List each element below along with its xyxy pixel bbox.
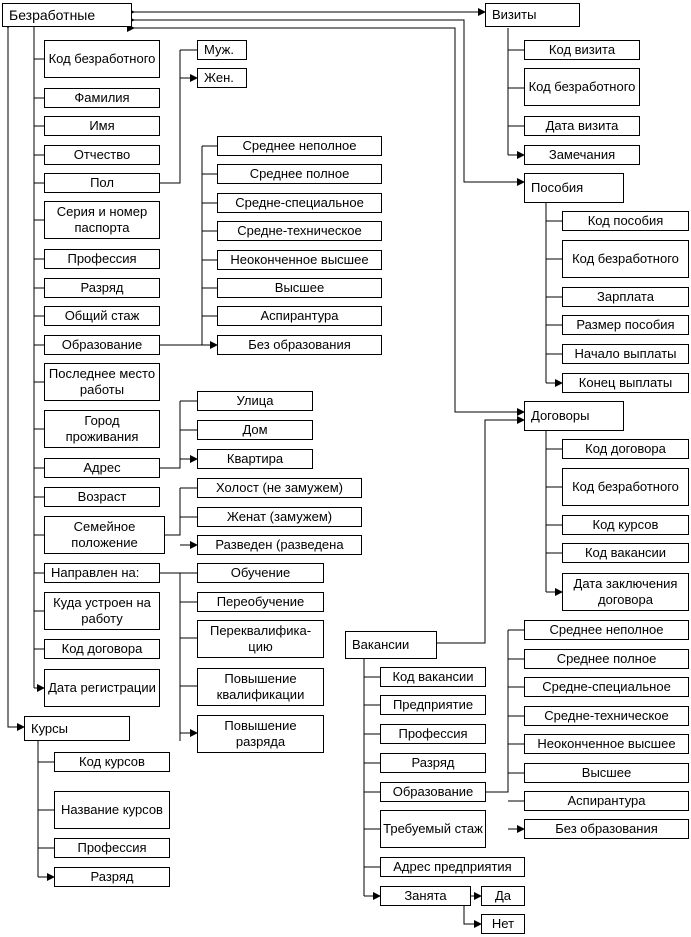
unemployed-field: Город проживания bbox=[44, 410, 160, 448]
unemployed-field: Последнее место работы bbox=[44, 363, 160, 401]
unemployed-field: Разряд bbox=[44, 278, 160, 298]
vacancy-education-value: Высшее bbox=[524, 763, 689, 783]
family-value: Женат (замужем) bbox=[197, 507, 362, 527]
occupied-value: Да bbox=[481, 886, 525, 906]
courses-title: Курсы bbox=[24, 716, 130, 741]
contracts-title: Договоры bbox=[524, 401, 624, 431]
visits-title: Визиты bbox=[485, 3, 580, 27]
benefits-field: Конец выплаты bbox=[562, 373, 689, 393]
unemployed-field: Семейное положение bbox=[44, 516, 165, 554]
directed-value: Переобучение bbox=[197, 592, 324, 612]
contracts-field: Код вакансии bbox=[562, 543, 689, 563]
address-value: Квартира bbox=[197, 449, 313, 469]
directed-value: Повышение квалификации bbox=[197, 668, 324, 706]
visits-field: Дата визита bbox=[524, 116, 640, 136]
courses-field: Название курсов bbox=[54, 791, 170, 829]
contracts-field: Код договора bbox=[562, 439, 689, 459]
address-value: Улица bbox=[197, 391, 313, 411]
vacancy-education-value: Среднее неполное bbox=[524, 620, 689, 640]
unemployed-field: Код безработного bbox=[44, 40, 160, 78]
vacancies-field: Предприятие bbox=[380, 695, 486, 715]
vacancy-education-value: Средне-специальное bbox=[524, 677, 689, 697]
occupied-value: Нет bbox=[481, 914, 525, 934]
unemployed-field: Адрес bbox=[44, 458, 160, 478]
unemployed-field: Фамилия bbox=[44, 88, 160, 108]
unemployed-title: Безработные bbox=[2, 3, 132, 27]
family-value: Холост (не замужем) bbox=[197, 478, 362, 498]
unemployed-field: Серия и номер паспорта bbox=[44, 201, 160, 239]
gender-value: Муж. bbox=[197, 40, 247, 60]
vacancy-education-value: Неоконченное высшее bbox=[524, 734, 689, 754]
address-value: Дом bbox=[197, 420, 313, 440]
education-value: Средне-техническое bbox=[217, 221, 382, 241]
visits-field: Код визита bbox=[524, 40, 640, 60]
benefits-field: Начало выплаты bbox=[562, 344, 689, 364]
gender-value: Жен. bbox=[197, 68, 247, 88]
benefits-title: Пособия bbox=[524, 173, 624, 203]
education-value: Высшее bbox=[217, 278, 382, 298]
unemployed-field: Имя bbox=[44, 116, 160, 136]
family-value: Разведен (разведена bbox=[197, 535, 362, 555]
contracts-field: Дата заключения договора bbox=[562, 573, 689, 611]
visits-field: Код безработного bbox=[524, 68, 640, 106]
education-value: Средне-специальное bbox=[217, 193, 382, 213]
unemployed-field: Направлен на: bbox=[44, 563, 160, 583]
vacancy-education-value: Среднее полное bbox=[524, 649, 689, 669]
visits-field: Замечания bbox=[524, 145, 640, 165]
vacancies-field: Занята bbox=[380, 886, 471, 906]
unemployed-field: Образование bbox=[44, 335, 160, 355]
unemployed-field: Куда устроен на работу bbox=[44, 592, 160, 630]
education-value: Аспирантура bbox=[217, 306, 382, 326]
vacancies-field: Код вакансии bbox=[380, 667, 486, 687]
unemployed-field: Общий стаж bbox=[44, 306, 160, 326]
directed-value: Повышение разряда bbox=[197, 715, 324, 753]
benefits-field: Код пособия bbox=[562, 211, 689, 231]
benefits-field: Зарплата bbox=[562, 287, 689, 307]
directed-value: Обучение bbox=[197, 563, 324, 583]
unemployed-field: Дата регистрации bbox=[44, 669, 160, 707]
contracts-field: Код безработного bbox=[562, 468, 689, 506]
education-value: Неоконченное высшее bbox=[217, 250, 382, 270]
benefits-field: Размер пособия bbox=[562, 315, 689, 335]
vacancies-field: Требуемый стаж bbox=[380, 810, 486, 848]
vacancies-field: Адрес предприятия bbox=[380, 857, 525, 877]
vacancies-field: Разряд bbox=[380, 753, 486, 773]
vacancies-field: Образование bbox=[380, 782, 486, 802]
unemployed-field: Профессия bbox=[44, 249, 160, 269]
contracts-field: Код курсов bbox=[562, 515, 689, 535]
unemployed-field: Код договора bbox=[44, 639, 160, 659]
directed-value: Переквалифика-цию bbox=[197, 620, 324, 658]
courses-field: Разряд bbox=[54, 867, 170, 887]
unemployed-field: Возраст bbox=[44, 487, 160, 507]
vacancies-title: Вакансии bbox=[345, 631, 437, 659]
courses-field: Профессия bbox=[54, 838, 170, 858]
unemployed-field: Отчество bbox=[44, 145, 160, 165]
courses-field: Код курсов bbox=[54, 752, 170, 772]
vacancy-education-value: Средне-техническое bbox=[524, 706, 689, 726]
vacancies-field: Профессия bbox=[380, 724, 486, 744]
benefits-field: Код безработного bbox=[562, 240, 689, 278]
education-value: Среднее неполное bbox=[217, 136, 382, 156]
education-value: Среднее полное bbox=[217, 164, 382, 184]
education-value: Без образования bbox=[217, 335, 382, 355]
vacancy-education-value: Без образования bbox=[524, 819, 689, 839]
vacancy-education-value: Аспирантура bbox=[524, 791, 689, 811]
unemployed-field: Пол bbox=[44, 173, 160, 193]
